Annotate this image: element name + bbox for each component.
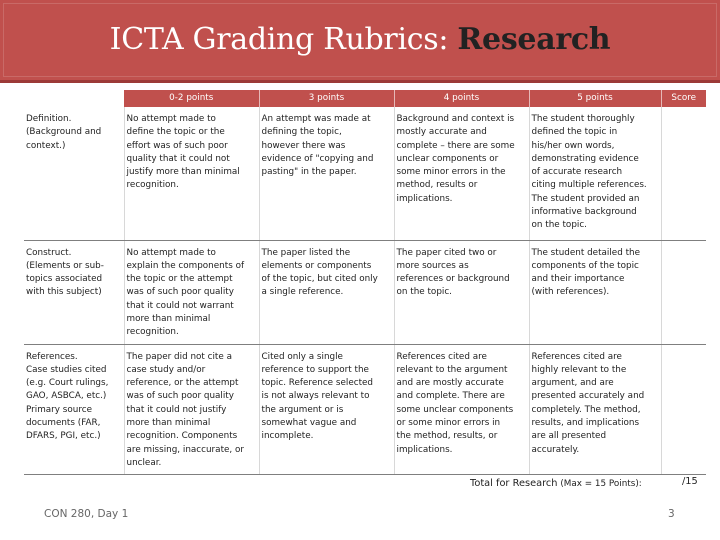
header-3-points: 3 points — [259, 90, 394, 107]
cell-references-5: References cited are highly relevant to the argument, and are presented accurately and completely. The method, results, and implications are all presented accurately. — [529, 344, 661, 475]
footer-course: CON 280, Day 1 — [44, 508, 129, 520]
slide-title — [0, 22, 720, 57]
cell-references-0-2: The paper did not cite a case study and/or reference, or the attempt was of such poor quality that it could not justify more than minimal recognition. Components are missing, inaccurate, or unclear. — [124, 344, 259, 475]
row-label-references: References. Case studies cited (e.g. Court rulings, GAO, ASBCA, etc.) Primary source documents (FAR, DFARS, PGI, etc.) — [24, 344, 124, 475]
header-score: Score — [661, 90, 706, 107]
score-total: /15 — [682, 476, 698, 487]
cell-construct-3: The paper listed the elements or components of the topic, but cited only a single reference. — [259, 240, 394, 344]
table-row-construct — [24, 240, 706, 344]
rubric-table — [24, 90, 706, 475]
cell-definition-4: Background and context is mostly accurate and complete – there are some unclear components or some minor errors in the method, results or implications. — [394, 107, 529, 240]
cell-definition-5: The student thoroughly defined the topic in his/her own words, demonstrating evidence of accurate research citing multiple references. The student provided an informative background on the topic. — [529, 107, 661, 240]
total-note: (Max = 15 Points): — [557, 479, 642, 489]
cell-references-4: References cited are relevant to the argument and are mostly accurate and complete. There are some unclear components or some minor errors in the method, results, or implications. — [394, 344, 529, 475]
title-emphasis: Research — [457, 22, 611, 57]
header-0-2-points: 0-2 points — [124, 90, 259, 107]
cell-references-3: Cited only a single reference to support the topic. Reference selected is not always relevant to the argument or is somewhat vague and incomplete. — [259, 344, 394, 475]
header-4-points: 4 points — [394, 90, 529, 107]
header-blank — [24, 90, 124, 107]
row-label-definition: Definition. (Background and context.) — [24, 107, 124, 240]
row-label-construct: Construct. (Elements or sub- topics associated with this subject) — [24, 240, 124, 344]
header-5-points: 5 points — [529, 90, 661, 107]
cell-construct-5: The student detailed the components of the topic and their importance (with references). — [529, 240, 661, 344]
cell-definition-3: An attempt was made at defining the topic, however there was evidence of "copying and pasting" in the paper. — [259, 107, 394, 240]
table-row-references — [24, 344, 706, 475]
page-number: 3 — [668, 508, 675, 520]
score-cell-definition — [661, 107, 706, 240]
title-prefix: ICTA Grading Rubrics: — [109, 22, 449, 57]
cell-construct-4: The paper cited two or more sources as references or background on the topic. — [394, 240, 529, 344]
total-label: Total for Research — [470, 478, 558, 489]
title-divider — [0, 80, 720, 83]
cell-definition-0-2: No attempt made to define the topic or the effort was of such poor quality that it could not justify more than minimal recognition. — [124, 107, 259, 240]
score-cell-references — [661, 344, 706, 475]
header-row — [24, 90, 706, 107]
cell-construct-0-2: No attempt made to explain the components of the topic or the attempt was of such poor quality that it could not warrant more than minimal recognition. — [124, 240, 259, 344]
total-line — [470, 478, 642, 489]
score-cell-construct — [661, 240, 706, 344]
table-row-definition — [24, 107, 706, 240]
